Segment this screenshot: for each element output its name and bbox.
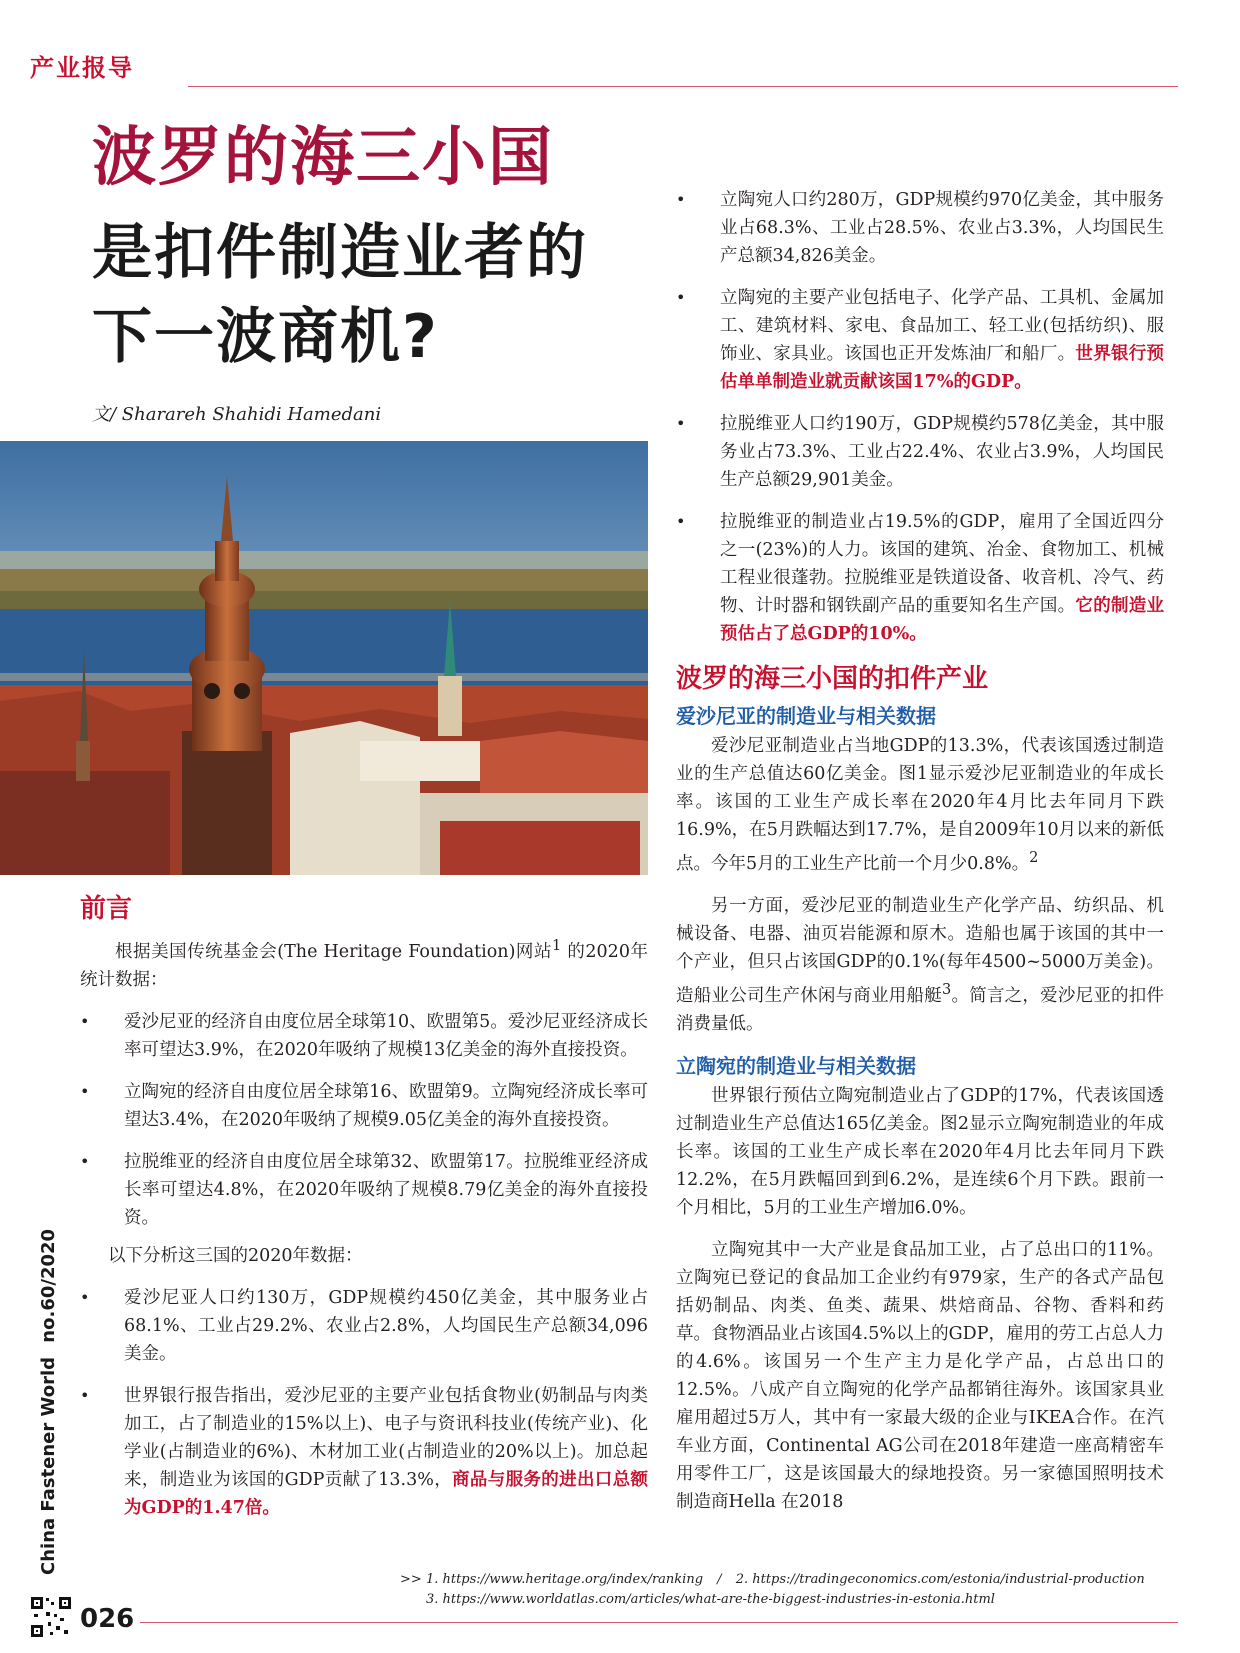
riga-cityscape-photo xyxy=(0,441,648,875)
list-item: • 拉脱维亚的经济自由度位居全球第32、欧盟第17。拉脱维亚经济成长率可望达4.8%，在2020年吸纳了规模8.79亿美金的海外直接投资。 xyxy=(80,1148,648,1232)
intro-paragraph: 根据美国传统基金会(The Heritage Foundation)网站$^1$ 的2020年统计数据： xyxy=(80,937,648,990)
estonia-bullet-list xyxy=(80,1284,648,1522)
intro-heading: 前言 xyxy=(80,894,133,924)
estonia-paragraph-1: 爱沙尼亚制造业占当地GDP的13.3%，代表该国透过制造业的生产总值达60亿美金。图1显示爱沙尼亚制造业的年成长率。该国的工业生产成长率在2020年4月比去年同月下跌16.9%，在5月跌幅达到17.7%，是自2009年10月以来的新低点。今年5月的工业生产比前一个月少0.8%。$^2$ xyxy=(676,736,1164,874)
byline: 文/ Sharareh Shahidi Hamedani xyxy=(92,404,382,425)
qr-code-icon xyxy=(30,1596,72,1638)
country-bullet-list xyxy=(676,186,1164,648)
footnote-ref-1: 1 xyxy=(552,937,562,954)
lithuania-subheading: 立陶宛的制造业与相关数据 xyxy=(676,1053,916,1078)
list-item: • 爱沙尼亚的经济自由度位居全球第10、欧盟第5。爱沙尼亚经济成长率可望达3.9%，在2020年吸纳了规模13亿美金的海外直接投资。 xyxy=(80,1008,648,1064)
footnote-ref-3: 3 xyxy=(941,980,952,998)
footnotes xyxy=(400,1570,1175,1610)
list-item: • 立陶宛人口约280万，GDP规模约970亿美金，其中服务业占68.3%、工业占28.5%、农业占3.3%，人均国民生产总额34,826美金。 xyxy=(676,186,1164,270)
magazine-side-label xyxy=(38,1229,59,1575)
list-item: • 世界银行报告指出，爱沙尼亚的主要产业包括食物业(奶制品与肉类加工，占了制造业的15%以上)、电子与资讯科技业(传统产业)、化学业(占制造业的6%)、木材加工业(占制造业的20%以上)。加总起来，制造业为该国的GDP贡献了13.3%，商品与服务的进出口总额为GDP的1.47倍。 xyxy=(80,1382,648,1522)
fastener-section-heading: 波罗的海三小国的扣件产业 xyxy=(676,664,989,694)
lithuania-paragraph-1: 世界银行预估立陶宛制造业占了GDP的17%，代表该国透过制造业生产总值达165亿美金。图2显示立陶宛制造业的年成长率。该国的工业生产成长率在2020年4月比去年同月下跌12.2%，在5月跌幅回到到6.2%，是连续6个月下跌。跟前一个月相比，5月的工业生产增加6.0%。 xyxy=(676,1085,1164,1218)
footnote-2: 2. https://tradingeconomics.com/estonia/industrial-production xyxy=(735,1572,1145,1587)
left-column xyxy=(80,892,648,1522)
list-item: • 立陶宛的主要产业包括电子、化学产品、工具机、金属加工、建筑材料、家电、食品加工、轻工业(包括纺织)、服饰业、家具业。该国也正开发炼油厂和船厂。世界银行预估单单制造业就贡献该国17%的GDP。 xyxy=(676,284,1164,396)
highlight-text: 商品与服务的进出口总额为GDP的1.47倍。 xyxy=(124,1469,648,1518)
estonia-subheading: 爱沙尼亚的制造业与相关数据 xyxy=(676,704,936,728)
issue-number: no.60/2020 xyxy=(38,1228,59,1343)
bottom-divider xyxy=(140,1622,1178,1623)
list-item: • 立陶宛的经济自由度位居全球第16、欧盟第9。立陶宛经济成长率可望达3.4%，在2020年吸纳了规模9.05亿美金的海外直接投资。 xyxy=(80,1078,648,1134)
freedom-bullet-list xyxy=(80,1008,648,1232)
lithuania-paragraph-2: 立陶宛其中一大产业是食品加工业，占了总出口的11%。立陶宛已登记的食品加工企业约有979家，生产的各式产品包括奶制品、肉类、鱼类、蔬果、烘焙商品、谷物、香料和药草。食物酒品业占该国4.5%以上的GDP，雇用的劳工占总人力的4.6%。该国另一个生产主力是化学产品，占总出口的12.5%。八成产自立陶宛的化学产品都销往海外。该国家具业雇用超过5万人，其中有一家最大级的企业与IKEA合作。在汽车业方面，Continental AG公司在2018年建造一座高精密车用零件工厂，这是该国最大的绿地投资。另一家德国照明技术制造商Hella 在2018 xyxy=(676,1239,1164,1512)
page-number: 026 xyxy=(80,1604,135,1634)
footnote-3: 3. https://www.worldatlas.com/articles/what-are-the-biggest-industries-in-estonia.html xyxy=(426,1592,995,1607)
footnote-prefix: >> xyxy=(400,1572,422,1587)
highlight-text: 它的制造业预估占了总GDP的10%。 xyxy=(720,596,1165,644)
list-item: • 拉脱维亚人口约190万，GDP规模约578亿美金，其中服务业占73.3%、工业占22.4%、农业占3.9%，人均国民生产总额29,901美金。 xyxy=(676,410,1164,494)
right-column xyxy=(676,186,1164,1516)
title-line-3: 下一波商机? xyxy=(92,302,439,372)
list-item: • 拉脱维亚的制造业占19.5%的GDP，雇用了全国近四分之一(23%)的人力。该国的建筑、冶金、食物加工、机械工程业很蓬勃。拉脱维亚是铁道设备、收音机、冷气、药物、计时器和钢铁副产品的重要知名生产国。它的制造业预估占了总GDP的10%。 xyxy=(676,508,1164,648)
title-line-2: 是扣件制造业者的 xyxy=(92,218,588,288)
footnote-1: 1. https://www.heritage.org/index/ranking xyxy=(425,1572,704,1587)
footnote-ref-2: 2 xyxy=(1029,849,1039,866)
title-line-1: 波罗的海三小国 xyxy=(92,121,554,195)
analysis-intro: 以下分析这三国的2020年数据： xyxy=(108,1245,363,1266)
top-divider xyxy=(188,86,1178,87)
highlight-text: 世界银行预估单单制造业就贡献该国17%的GDP。 xyxy=(720,344,1165,392)
list-item: • 爱沙尼亚人口约130万，GDP规模约450亿美金，其中服务业占68.1%、工业占29.2%、农业占2.8%，人均国民生产总额34,096美金。 xyxy=(80,1284,648,1368)
footnote-separator: / xyxy=(717,1572,722,1587)
estonia-paragraph-2: 另一方面，爱沙尼亚的制造业生产化学产品、纺织品、机械设备、电器、油页岩能源和原木。造船也属于该国的其中一个产业，但只占该国GDP的0.1%(每年4500~5000万美金)。造船业公司生产休闲与商业用船艇$^3$。简言之，爱沙尼亚的扣件消费量低。 xyxy=(676,895,1165,1034)
magazine-name: China Fastener World xyxy=(38,1356,59,1575)
section-tag: 产业报导 xyxy=(30,54,134,82)
